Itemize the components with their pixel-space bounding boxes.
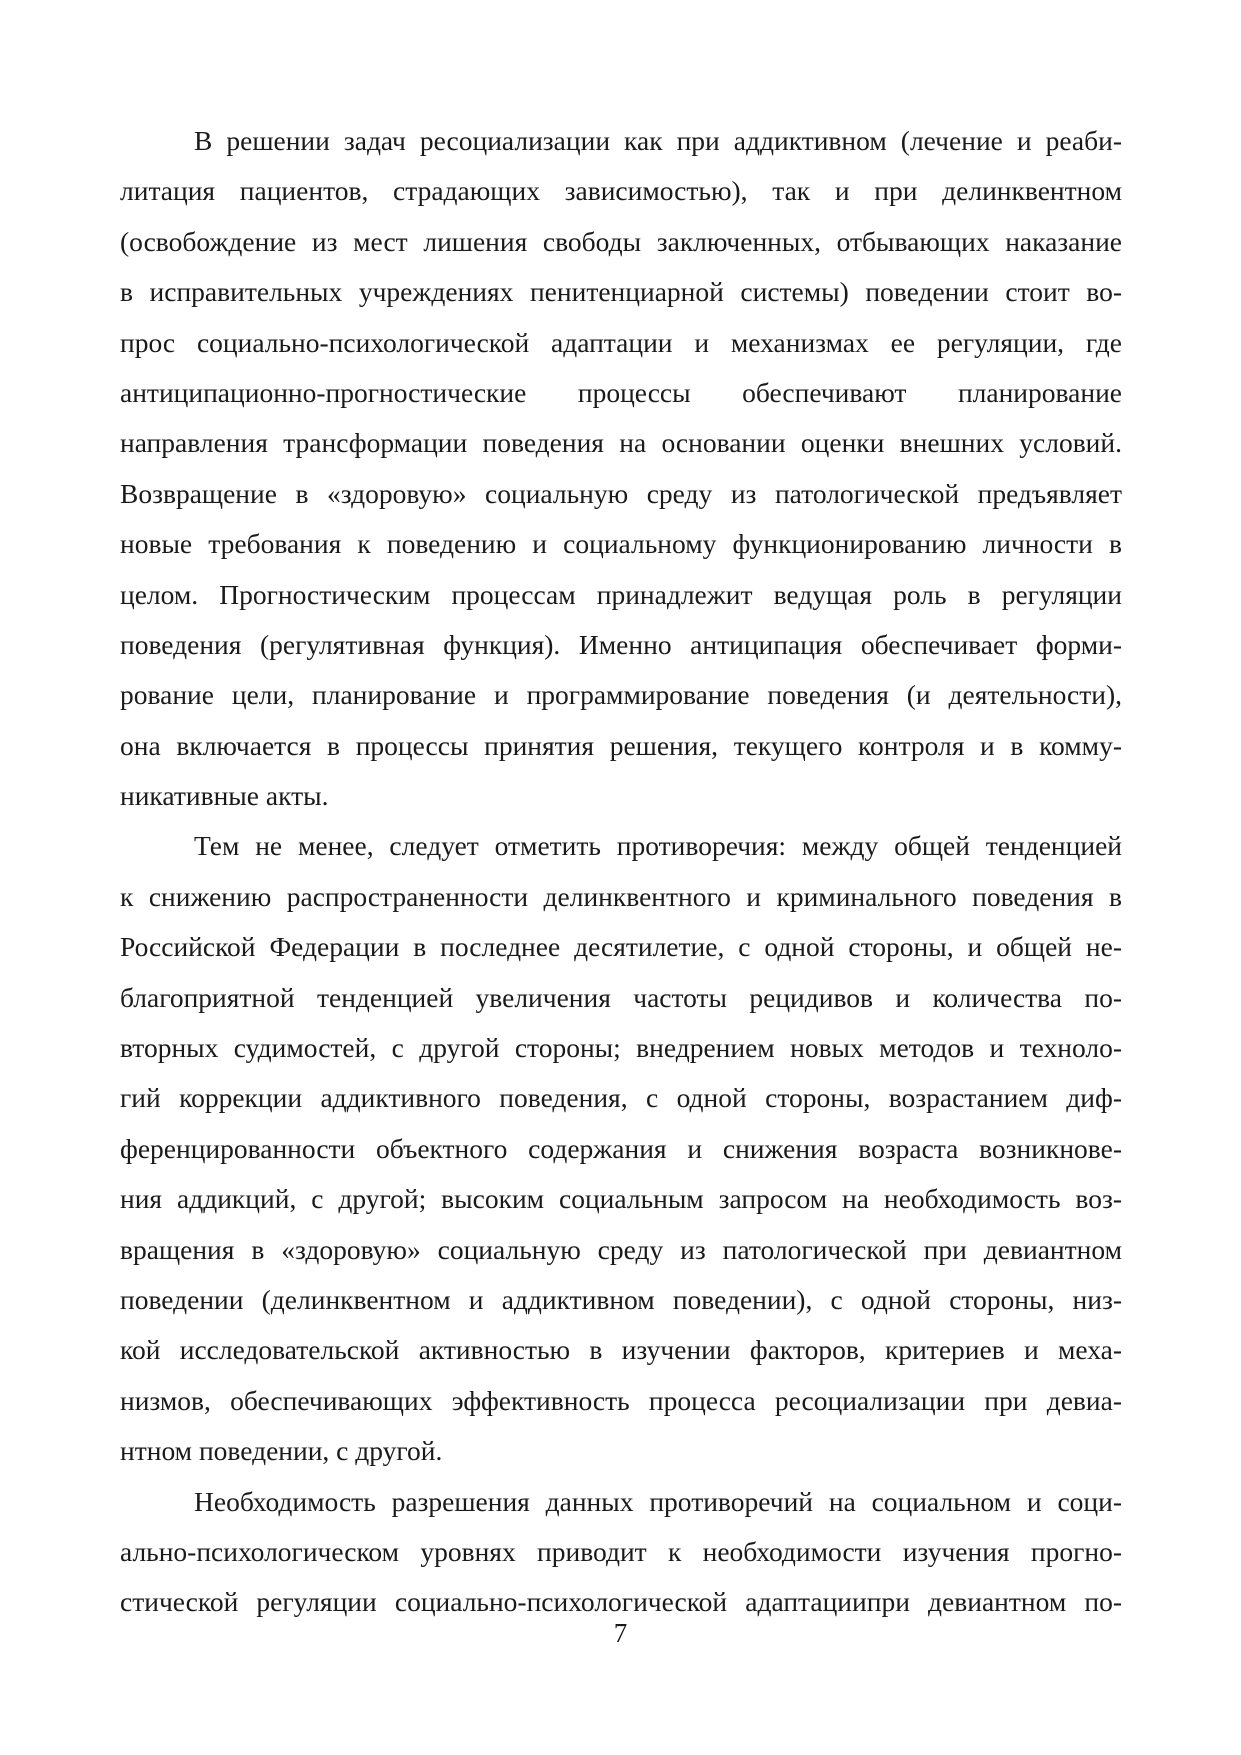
text-line: в исправительных учреждениях пенитенциарной системы) поведении стоит во-	[120, 276, 1122, 308]
text-line: стической регуляции социально-психологической адаптациипри девиантном по-	[120, 1586, 1122, 1618]
text-line: вторных судимостей, с другой стороны; внедрением новых методов и техноло-	[120, 1032, 1122, 1064]
paragraph-3	[120, 1477, 1122, 1628]
text-line: Тем не менее, следует отметить противоречия: между общей тенденцией	[194, 830, 1122, 862]
text-line: поведении (делинквентном и аддиктивном поведении), с одной стороны, низ-	[120, 1283, 1122, 1315]
text-line: ференцированности объектного содержания и снижения возраста возникнове-	[120, 1132, 1122, 1164]
text-line: она включается в процессы принятия решения, текущего контроля и в комму-	[120, 729, 1122, 761]
paragraph-2	[120, 821, 1122, 1476]
text-line: Возвращение в «здоровую» социальную среду из патологической предъявляет	[120, 477, 1122, 509]
text-line: литация пациентов, страдающих зависимостью), так и при делинквентном	[120, 175, 1122, 207]
text-line: направления трансформации поведения на основании оценки внешних условий.	[120, 427, 1122, 459]
text-line: низмов, обеспечивающих эффективность процесса ресоциализации при девиа-	[120, 1384, 1122, 1416]
text-line: вращения в «здоровую» социальную среду из патологической при девиантном	[120, 1233, 1122, 1265]
paragraph-1	[120, 116, 1122, 821]
text-line: благоприятной тенденцией увеличения частоты рецидивов и количества по-	[120, 981, 1122, 1013]
text-line: ально-психологическом уровнях приводит к необходимости изучения прогно-	[120, 1535, 1122, 1567]
text-line: к снижению распространенности делинквентного и криминального поведения в	[120, 880, 1122, 912]
text-line: поведения (регулятивная функция). Именно антиципация обеспечивает форми-	[120, 628, 1122, 660]
text-line: новые требования к поведению и социальному функционированию личности в	[120, 528, 1122, 560]
text-line: рование цели, планирование и программирование поведения (и деятельности),	[120, 679, 1122, 711]
text-line: ния аддикций, с другой; высоким социальным запросом на необходимость воз-	[120, 1183, 1122, 1215]
page-body	[120, 116, 1122, 1628]
text-line: Необходимость разрешения данных противоречий на социальном и соци-	[194, 1485, 1122, 1517]
page-number: 7	[613, 1618, 628, 1648]
text-line: нтном поведении, с другой.	[120, 1435, 443, 1467]
text-line: (освобождение из мест лишения свободы заключенных, отбывающих наказание	[120, 225, 1122, 257]
text-line: никативные акты.	[120, 780, 329, 812]
text-line: кой исследовательской активностью в изучении факторов, критериев и меха-	[120, 1334, 1122, 1366]
text-line: Российской Федерации в последнее десятилетие, с одной стороны, и общей не-	[120, 931, 1122, 963]
text-line: целом. Прогностическим процессам принадлежит ведущая роль в регуляции	[120, 578, 1122, 610]
text-line: прос социально-психологической адаптации и механизмах ее регуляции, где	[120, 326, 1122, 358]
text-line: гий коррекции аддиктивного поведения, с одной стороны, возрастанием диф-	[120, 1082, 1122, 1114]
text-line: В решении задач ресоциализации как при аддиктивном (лечение и реаби-	[194, 125, 1122, 156]
text-line: антиципационно-прогностические процессы обеспечивают планирование	[120, 376, 1122, 408]
